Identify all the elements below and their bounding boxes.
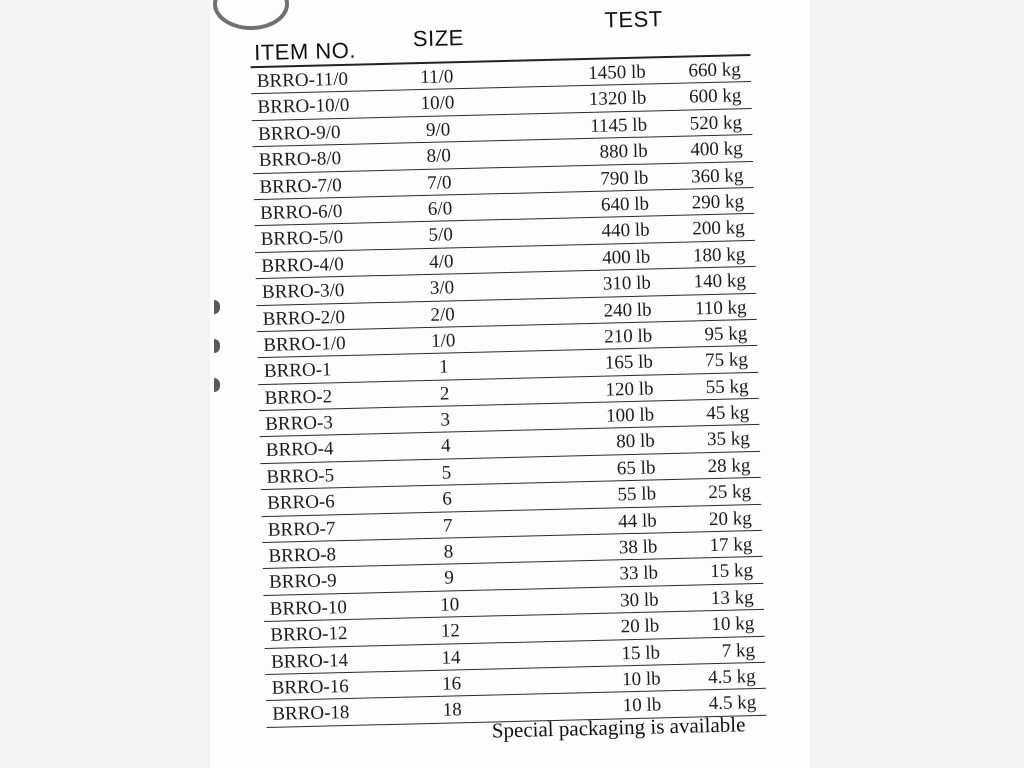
cell-size: 3 [440, 409, 451, 431]
cell-item-no: BRRO-4 [265, 438, 334, 462]
table-body [251, 56, 767, 728]
spec-table [249, 4, 767, 751]
cell-item-no: BRRO-2/0 [262, 306, 346, 330]
cell-test-kg: 35 kg [706, 428, 751, 451]
cell-item-no: BRRO-1/0 [263, 332, 346, 356]
cell-test-lb: 15 lb [621, 641, 661, 664]
cell-test-kg: 55 kg [705, 375, 749, 398]
cell-size: 4/0 [428, 251, 454, 273]
cell-test-lb: 100 lb [605, 404, 655, 427]
cell-test-lb: 120 lb [605, 378, 654, 401]
edge-marks [214, 300, 228, 400]
cell-item-no: BRRO-16 [271, 675, 350, 699]
cell-item-no: BRRO-14 [270, 649, 349, 673]
cell-test-lb: 44 lb [617, 510, 657, 532]
cell-test-kg: 95 kg [704, 323, 748, 346]
cell-test-lb: 310 lb [602, 272, 652, 295]
cell-item-no: BRRO-6/0 [259, 200, 343, 224]
cell-size: 16 [441, 673, 462, 695]
cell-size: 4 [440, 435, 451, 458]
cell-test-lb: 440 lb [601, 219, 650, 243]
cell-item-no: BRRO-6 [266, 491, 336, 515]
cell-item-no: BRRO-2 [264, 385, 333, 409]
cell-test-kg: 180 kg [692, 243, 746, 267]
cell-item-no: BRRO-10 [269, 596, 348, 620]
cell-size: 3/0 [429, 277, 455, 300]
cell-item-no: BRRO-9/0 [257, 121, 341, 145]
cell-test-kg: 200 kg [692, 217, 745, 240]
cell-test-lb: 38 lb [618, 536, 658, 559]
cell-size: 5 [441, 462, 452, 484]
cell-test-lb: 20 lb [620, 615, 660, 638]
cell-size: 10/0 [420, 92, 455, 115]
header-size: SIZE [412, 24, 465, 52]
cell-size: 9 [444, 567, 455, 590]
cell-test-kg: 400 kg [690, 138, 743, 161]
cell-size: 7/0 [427, 171, 452, 194]
cell-test-kg: 25 kg [708, 481, 752, 504]
cell-size: 14 [441, 646, 461, 669]
cell-test-kg: 600 kg [688, 85, 742, 108]
cell-item-no: BRRO-7 [267, 517, 336, 541]
cell-test-kg: 660 kg [688, 59, 741, 82]
cell-size: 2 [439, 383, 450, 405]
cell-test-lb: 400 lb [602, 246, 651, 269]
cell-test-lb: 80 lb [616, 430, 656, 453]
cell-test-kg: 10 kg [711, 613, 755, 636]
cell-size: 12 [440, 620, 461, 642]
cell-size: 6/0 [427, 198, 453, 220]
cell-size: 8 [443, 541, 454, 563]
cell-item-no: BRRO-3 [265, 412, 334, 436]
cell-test-lb: 790 lb [600, 167, 649, 190]
cell-test-kg: 360 kg [690, 164, 744, 188]
cell-test-lb: 880 lb [599, 140, 648, 163]
cell-test-lb: 10 lb [621, 668, 661, 691]
cell-item-no: BRRO-8/0 [258, 148, 342, 172]
cell-test-kg: 520 kg [689, 111, 743, 135]
cell-size: 9/0 [425, 119, 451, 141]
cell-test-lb: 65 lb [616, 457, 656, 480]
cell-size: 10 [439, 594, 460, 616]
cell-item-no: BRRO-9 [268, 570, 337, 594]
cell-item-no: BRRO-5/0 [260, 227, 344, 251]
cell-test-kg: 75 kg [704, 349, 749, 372]
cell-item-no: BRRO-5 [266, 465, 335, 488]
cell-size: 2/0 [430, 303, 456, 326]
cell-test-kg: 4.5 kg [708, 692, 757, 715]
cell-test-lb: 1145 lb [589, 114, 648, 137]
cell-size: 8/0 [426, 145, 452, 168]
cell-item-no: BRRO-12 [270, 623, 348, 647]
cell-test-lb: 640 lb [600, 193, 650, 216]
cell-test-lb: 1320 lb [588, 87, 647, 111]
cell-item-no: BRRO-3/0 [261, 280, 345, 304]
cell-size: 18 [442, 699, 463, 722]
cell-test-kg: 15 kg [709, 560, 754, 583]
cell-item-no: BRRO-1 [263, 359, 332, 383]
cell-size: 7 [442, 515, 453, 537]
cell-test-kg: 140 kg [693, 270, 747, 293]
header-test: TEST [604, 6, 664, 33]
cell-test-kg: 28 kg [707, 454, 751, 478]
header-item-no: ITEM NO. [253, 37, 357, 66]
cell-test-lb: 55 lb [617, 483, 657, 506]
cell-test-lb: 1450 lb [587, 61, 647, 84]
cell-test-kg: 20 kg [708, 507, 752, 530]
cell-test-lb: 10 lb [622, 694, 662, 717]
cell-test-lb: 30 lb [619, 589, 659, 612]
cell-item-no: BRRO-11/0 [256, 68, 349, 93]
cell-size: 5/0 [428, 224, 454, 247]
cell-size: 1 [438, 356, 449, 378]
cell-test-kg: 13 kg [710, 586, 754, 609]
cell-test-lb: 165 lb [604, 351, 654, 374]
cell-size: 1/0 [430, 330, 456, 352]
cell-item-no: BRRO-10/0 [257, 95, 350, 119]
cell-test-kg: 110 kg [694, 296, 747, 319]
cell-test-kg: 4.5 kg [707, 666, 756, 689]
cell-size: 11/0 [420, 66, 454, 89]
cell-item-no: BRRO-4/0 [261, 253, 344, 277]
cell-test-lb: 240 lb [603, 298, 652, 322]
cell-test-kg: 290 kg [691, 191, 745, 214]
footer-note: Special packaging is available [491, 712, 746, 743]
cell-test-lb: 210 lb [603, 325, 653, 348]
cell-item-no: BRRO-8 [268, 544, 337, 567]
cell-test-kg: 45 kg [706, 402, 750, 425]
cell-size: 6 [442, 488, 453, 510]
cell-test-kg: 17 kg [709, 534, 753, 557]
cell-item-no: BRRO-7/0 [259, 174, 343, 198]
cell-item-no: BRRO-18 [272, 702, 350, 726]
cell-test-kg: 7 kg [721, 639, 756, 662]
cell-test-lb: 33 lb [619, 562, 659, 585]
